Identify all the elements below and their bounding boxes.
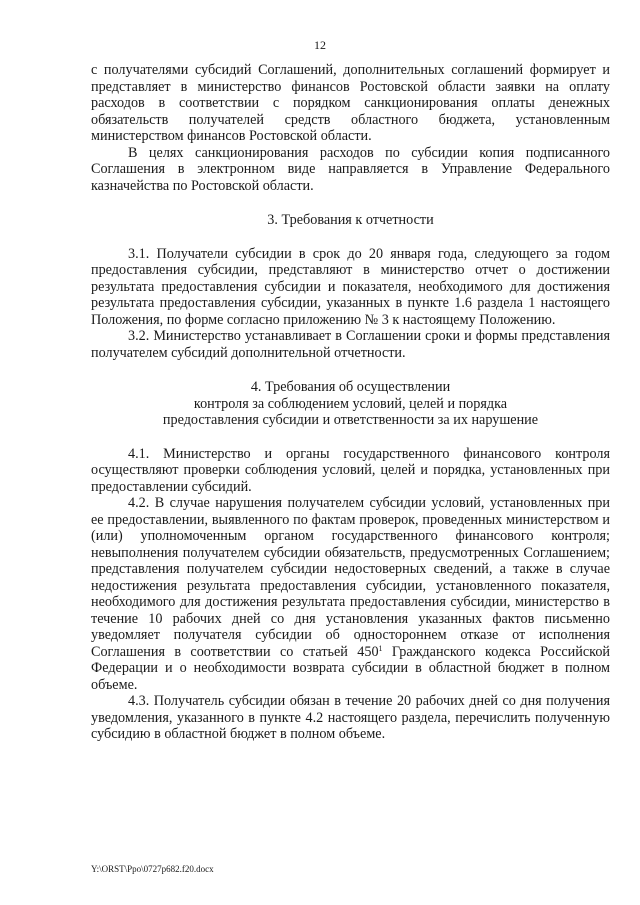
section-4-heading-line-2: контроля за соблюдением условий, целей и порядка [193,395,508,412]
article-superscript: 1 [378,643,383,653]
section-4-heading-line-3: предоставления субсидии и ответственности за их нарушение [162,412,539,428]
paragraph-continued: с получателями субсидий Соглашений, дополнительных соглашений формирует и представляет в министерство финансов Ростовской области заявки на оплату расходов в соответствии с порядком санкционирования оплаты денежных обязательств получателей средств областного бюджета, установленным министерством финансов Ростовской области. [91,62,610,144]
paragraph-sanction-copy: В целях санкционирования расходов по субсидии копия подписанного Соглашения в электронном виде направляется в Управление Федерального казначейства по Ростовской области. [91,144,610,194]
document-body [91,62,610,743]
paragraph-3-2: 3.2. Министерство устанавливает в Соглашении сроки и формы представления получателем субсидий дополнительной отчетности. [91,328,610,361]
paragraph-4-2-text-end: Гражданского кодекса Российской Федерации и о необходимости возврата субсидии в областной бюджет в полном объеме. [91,643,610,693]
paragraph-4-2-text: 4.2. В случае нарушения получателем субсидии условий, установленных при ее предоставлении, выявленного по фактам проверок, проведенных министерством и (или) уполномоченным органом государственного финансового контроля; невыполнения получателем субсидии обязательств, предусмотренных Соглашением; представления получателем субсидии недостоверных сведений, а также в случае недостижения результата предоставления субсидии, установленного показателя, необходимого для достижения результата предоставления субсидии, министерство в течение 10 рабочих дней со дня установления указанных фактов письменно уведомляет получателя субсидии об одностороннем отказе от исполнения Соглашения в соответствии со статьей 450 [91,495,610,660]
section-3-heading: 3. Требования к отчетности [267,212,434,228]
footer-file-path: Y:\ORST\Ppo\0727p682.f20.docx [91,864,214,874]
paragraph-4-1: 4.1. Министерство и органы государственного финансового контроля осуществляют проверки соблюдения условий, целей и порядка, установленных при предоставлении субсидий. [91,445,610,495]
paragraph-4-3: 4.3. Получатель субсидии обязан в течение 20 рабочих дней со дня получения уведомления, указанного в пункте 4.2 настоящего раздела, перечислить полученную субсидию в областной бюджет в полном объеме. [91,693,610,742]
section-4-heading-line-1: 4. Требования об осуществлении [250,379,451,395]
page-number: 12 [314,38,326,52]
section-4-heading [91,379,610,429]
paragraph-3-1: 3.1. Получатели субсидии в срок до 20 января года, следующего за годом предоставления субсидии, представляют в министерство отчет о достижении результата предоставления субсидии и показателя, необходимого для достижения результата предоставления субсидии, указанных в пункте 1.6 раздела 1 настоящего Положения, по форме согласно приложению № 3 к настоящему Положению. [91,245,610,328]
paragraph-4-2 [91,495,610,693]
